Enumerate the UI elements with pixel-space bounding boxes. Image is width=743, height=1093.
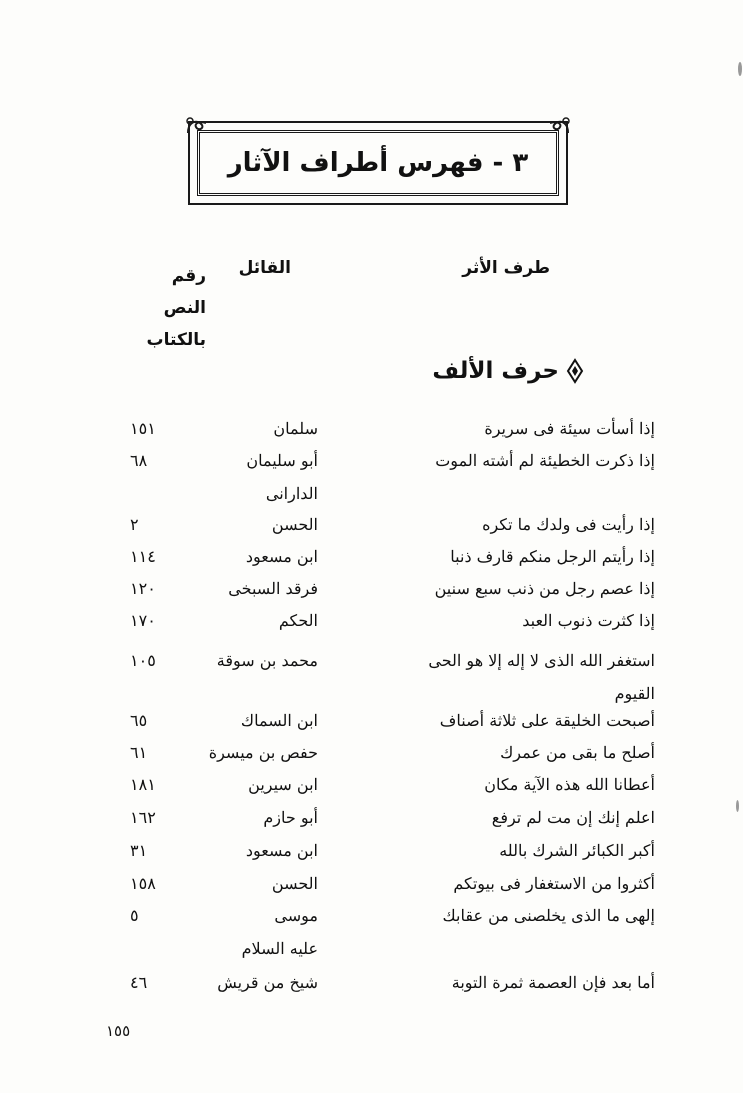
list-item	[0, 413, 743, 445]
list-item	[0, 705, 743, 737]
athar-text: إلهى ما الذى يخلصنى من عقابك	[442, 906, 655, 925]
athar-text: استغفر الله الذى لا إله إلا هو الحى	[428, 651, 655, 670]
athar-text: أما بعد فإن العصمة ثمرة التوبة	[451, 973, 655, 992]
athar-number: ٦١	[130, 743, 148, 762]
athar-sayer: ابن مسعود	[245, 841, 318, 860]
athar-number: ٦٨	[130, 451, 148, 470]
scan-mark	[738, 62, 742, 76]
athar-number: ١٦٢	[130, 808, 156, 827]
athar-number: ٥	[130, 906, 139, 925]
athar-text: إذا رأيتم الرجل منكم قارف ذنبا	[450, 547, 655, 566]
athar-text: أعطانا الله هذه الآية مكان	[484, 775, 655, 794]
athar-sayer: أبو سليمان	[246, 451, 318, 470]
athar-sayer: محمد بن سوقة	[216, 651, 318, 670]
list-item	[0, 967, 743, 999]
athar-number: ٦٥	[130, 711, 148, 730]
list-item	[0, 573, 743, 605]
list-item	[0, 835, 743, 867]
athar-number: ٢	[130, 515, 139, 534]
list-item	[0, 645, 743, 677]
athar-text: أكبر الكبائر الشرك بالله	[499, 841, 655, 860]
list-item-continuation	[0, 478, 743, 510]
athar-number: ١٨١	[130, 775, 156, 794]
athar-text: أصلح ما بقى من عمرك	[500, 743, 655, 762]
list-item	[0, 737, 743, 769]
header-number-line2: بالكتاب	[146, 330, 206, 350]
athar-sayer: ابن السماك	[240, 711, 318, 730]
title-frame	[188, 121, 568, 205]
page-number: ١٥٥	[106, 1022, 131, 1040]
list-item	[0, 802, 743, 834]
list-item	[0, 509, 743, 541]
athar-number: ١٥٨	[130, 874, 156, 893]
athar-sayer-continued: عليه السلام	[241, 939, 318, 958]
list-item	[0, 868, 743, 900]
athar-sayer: الحسن	[271, 874, 318, 893]
athar-number: ١١٤	[130, 547, 156, 566]
athar-sayer: أبو حازم	[263, 808, 318, 827]
athar-number: ١٢٠	[130, 579, 156, 598]
page-title: ٣ - فهرس أطراف الآثار	[227, 148, 529, 178]
athar-number: ٤٦	[130, 973, 148, 992]
athar-sayer: موسى	[274, 906, 318, 925]
athar-number: ٣١	[130, 841, 148, 860]
header-athar: طرف الأثر	[462, 258, 550, 278]
ornament-icon	[565, 358, 585, 384]
header-sayer: القائل	[238, 258, 291, 278]
athar-sayer: فرقد السبخى	[228, 579, 318, 598]
athar-sayer: حفص بن ميسرة	[208, 743, 318, 762]
header-number	[126, 260, 206, 356]
athar-text: إذا أسأت سيئة فى سريرة	[484, 419, 655, 438]
athar-text: أكثروا من الاستغفار فى بيوتكم	[453, 874, 655, 893]
athar-text: إذا ذكرت الخطيئة لم أشته الموت	[435, 451, 655, 470]
athar-number: ١٥١	[130, 419, 156, 438]
athar-sayer: الحكم	[278, 611, 318, 630]
athar-text: اعلم إنك إن مت لم ترفع	[491, 808, 655, 827]
athar-text: إذا كثرت ذنوب العبد	[522, 611, 655, 630]
athar-number: ١٧٠	[130, 611, 156, 630]
athar-sayer: ابن مسعود	[245, 547, 318, 566]
athar-sayer-continued: الدارانى	[265, 484, 318, 503]
list-item	[0, 605, 743, 637]
header-number-line1: رقم النص	[163, 266, 206, 318]
section-label: حرف الألف	[432, 358, 559, 384]
athar-text-continued: القيوم	[614, 684, 655, 703]
list-item	[0, 541, 743, 573]
section-heading	[432, 358, 585, 384]
athar-sayer: الحسن	[271, 515, 318, 534]
athar-text: إذا عصم رجل من ذنب سبع سنين	[434, 579, 655, 598]
list-item-continuation	[0, 933, 743, 965]
list-item	[0, 445, 743, 477]
athar-sayer: سلمان	[273, 419, 318, 438]
athar-sayer: ابن سيرين	[248, 775, 318, 794]
scan-mark	[736, 800, 739, 812]
list-item	[0, 769, 743, 801]
list-item	[0, 900, 743, 932]
athar-text: أصبحت الخليقة على ثلاثة أصناف	[439, 711, 655, 730]
athar-sayer: شيخ من قريش	[217, 973, 318, 992]
athar-text: إذا رأيت فى ولدك ما تكره	[482, 515, 655, 534]
athar-number: ١٠٥	[130, 651, 156, 670]
